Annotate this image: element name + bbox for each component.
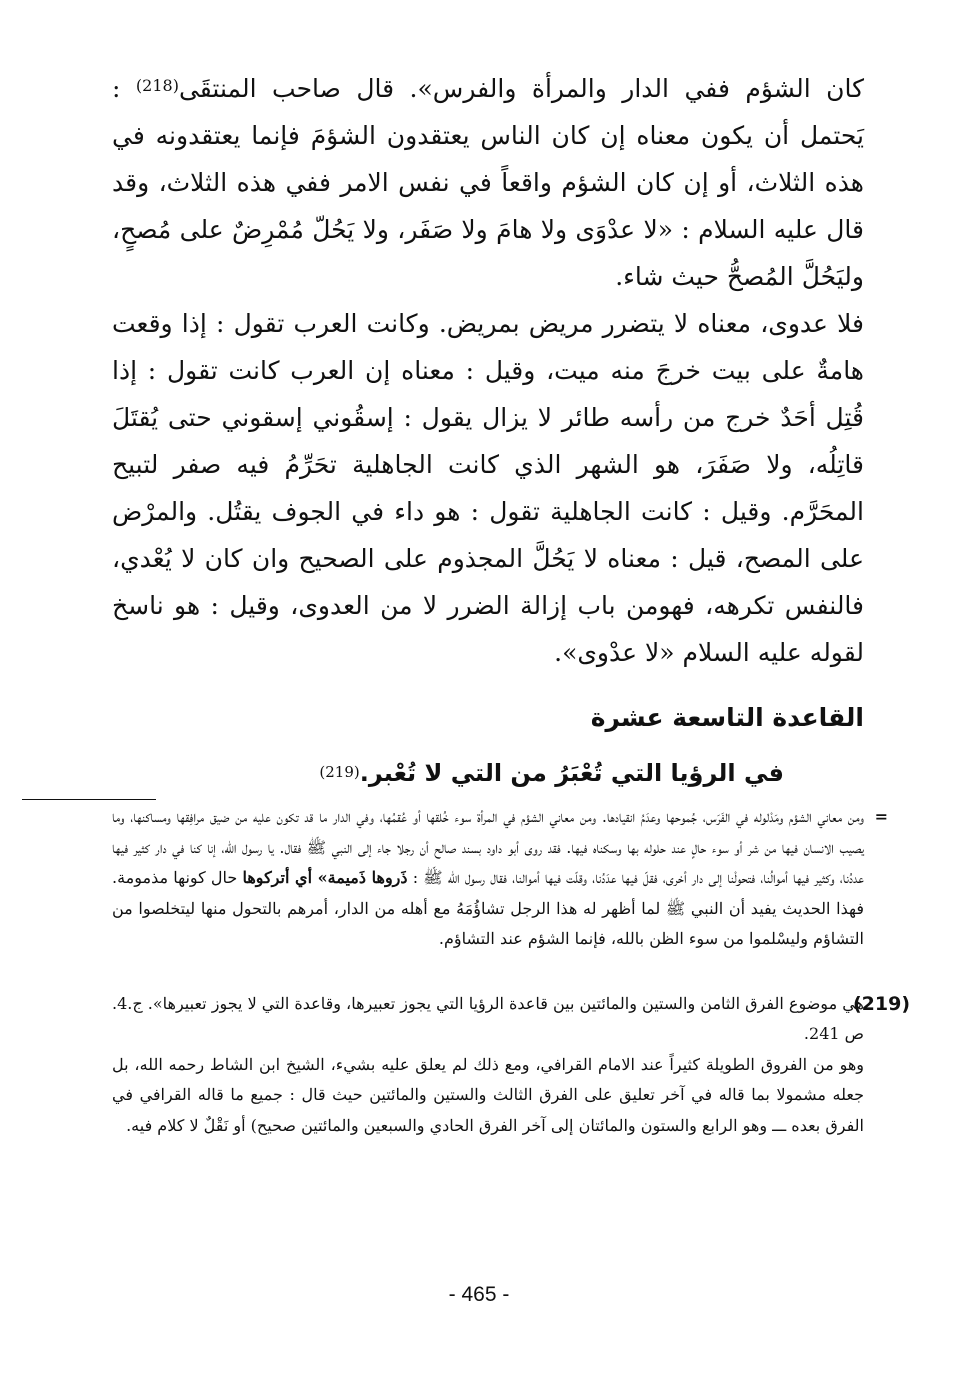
- continuation-text-1: ومن معاني الشؤم ومَدْلوله في الفَرَس، جُموحها وعدَمُ انقيادها. ومن معاني الشؤم في المرأة سوء خُلقها أو عُقمُها، وفي الدار ما قد تكون عليه من ضيق مرافِقها ومساكنها، وما يصيب الانسان فيها من شر أو سوء حالٍ عند حلوله بها وسكناه فيها. فقد روى أبو داود بسند صالح أن رجلا جاء إلى النبي ﷺ فقال. يا رسول الله، إنا كنا في دار كثير فيها عددُنا، وكثير فيها أموالُنا، فتحولْنا إلى دار أخرى، فقلّ فيها عدَدُنا، وقلّت فيها أموالنا، فقال رسول الله ﷺ :: [112, 807, 864, 887]
- footnote-ref-218[interactable]: (218): [135, 76, 179, 95]
- section-subheading: [112, 752, 784, 793]
- paragraph-1-start: كان الشؤم ففي الدار والمرأة والفرس». قال صاحب المنتقَى: [178, 74, 864, 103]
- footnote-continuation: [112, 802, 888, 955]
- paragraph-2: فلا عدوى، معناه لا يتضرر مريض بمريض. وكانت العرب تقول : إذا وقعت هامةٌ على بيت خرجَ منه ميت، وقيل : معناه إن العرب كانت تقول : إذا قُتِل أحَدٌ خرج من رأسه طائر لا يزال يقول : إسقُوني إسقوني حتى يُقتَلَ قاتِلُه، ولا صَفَرَ، هو الشهر الذي كانت الجاهلية تحَرِّمُ فيه صفر لتبيح المحَرَّم. وقيل : كانت الجاهلية تقول : هو داء في الجوف يقتُل. والمرْض على المصح، قيل : معناه لا يَحُلَّ المجذوم على الصحيح وان كان لا يُعْدي، فالنفس تكرهه، فهومن باب إزالة الضرر لا من العدوى، وقيل : هو ناسخ لقوله عليه السلام «لا عدْوى».: [112, 309, 864, 667]
- footnote-ref-219[interactable]: (219): [319, 763, 360, 781]
- paragraph-1: [112, 62, 864, 300]
- main-text: [112, 62, 864, 676]
- continuation-marker: =: [874, 807, 888, 826]
- section-heading: القاعدة التاسعة عشرة: [590, 703, 864, 732]
- page-number: - 465 -: [448, 1283, 510, 1306]
- continuation-bold: ذَروها ذَميمة» أي أتركوها: [242, 868, 408, 887]
- page-body: [112, 62, 910, 1141]
- footnote-line-2: وهو من الفروق الطويلة كثيراً عند الامام القرافي، ومع ذلك لم يعلق عليه بشيء، الشيخ ابن الشاط رحمه الله، بل جعله مشمولا بما قاله في آخر تعليق على الفرق الثالث والستين والمائتين حيث قال : جميع ما قاله القرافي في الفرق بعده ـــ وهو الرابع والستون والمائتان إلى آخر الفرق الحادي والسبعين والمائتين صحيح) أو نَقْلٌ لا كلام فيه.: [112, 1054, 864, 1135]
- footnote-number: (219): [852, 992, 910, 1015]
- footnote-divider: [22, 799, 156, 800]
- paragraph-1-rest: : يَحتمل أن يكون معناه إن كان الناس يعتقدون الشؤمَ فإنما يعتقدونه في هذه الثلاث، أو إن كان الشؤم واقعاً في نفس الامر ففي هذه الثلاث، وقد قال عليه السلام : «لا عدْوَى ولا هامَ ولا صَفَر، ولا يَحُلّ مُمْرِضٌ على مُصحٍ، وليَحُلَّ المُصحُّ حيث شاء.: [112, 74, 864, 291]
- footnote-219: [112, 989, 910, 1142]
- continuation-text-2: حال كونها مذمومة. فهذا الحديث يفيد أن النبي ﷺ لما أظهر له هذا الرجل تشاؤُمَهُ مع أهله من الدار، أمرهم بالتحول منها ليتخلصوا من التشاؤم وليسْلموا من سوء الظن بالله، فإنما الشؤم عند التشاؤم.: [112, 868, 864, 948]
- footnote-line-1: هي موضوع الفرق الثامن والستين والمائتين بين قاعدة الرؤيا التي يجوز تعبيرها، وقاعدة التي لا يجوز تعبيرها». ج.4. ص 241.: [112, 993, 864, 1043]
- subheading-text: في الرؤيا التي تُعْبَرُ من التي لا تُعْبر.: [359, 759, 784, 787]
